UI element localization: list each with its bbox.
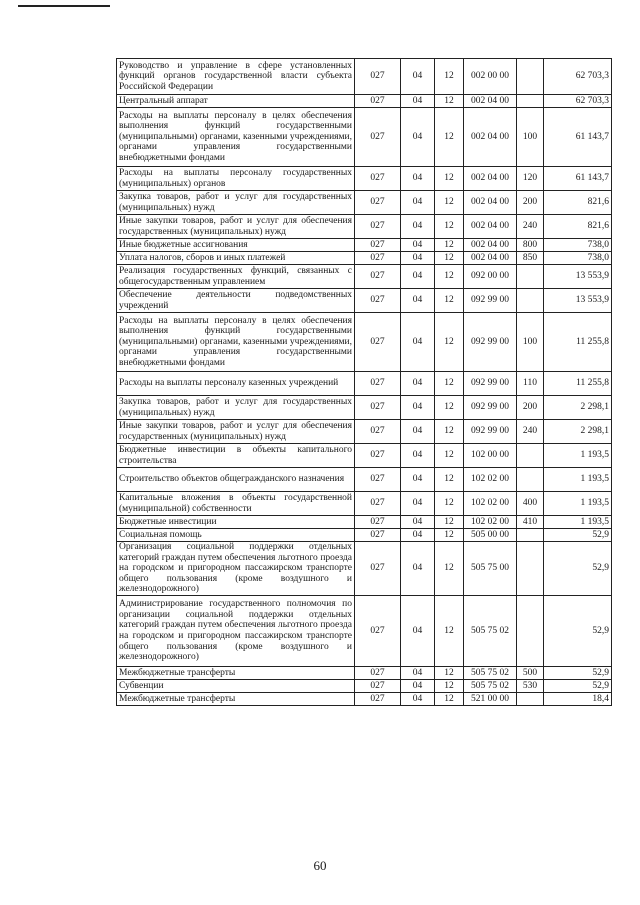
row-expense-type: 530 (517, 679, 544, 692)
row-dept-code: 027 (355, 542, 401, 596)
row-target-article: 505 75 02 (464, 666, 517, 679)
row-subsection-code: 12 (435, 108, 464, 167)
row-subsection-code: 12 (435, 444, 464, 468)
row-name: Организация социальной поддержки отдельных категорий граждан путем обеспечения льготного проезда на городском и пригородном пассажирском транспорте общего пользования (кроме воздушного и железнодорожного) (117, 542, 355, 596)
row-subsection-code: 12 (435, 516, 464, 529)
row-subsection-code: 12 (435, 215, 464, 239)
row-name: Бюджетные инвестиции (117, 516, 355, 529)
row-amount: 821,6 (544, 191, 612, 215)
row-target-article: 521 00 00 (464, 692, 517, 705)
row-amount: 1 193,5 (544, 468, 612, 492)
row-target-article: 102 00 00 (464, 444, 517, 468)
row-section-code: 04 (401, 396, 435, 420)
row-name: Межбюджетные трансферты (117, 692, 355, 705)
row-amount: 52,9 (544, 666, 612, 679)
row-amount: 52,9 (544, 542, 612, 596)
table-row (117, 595, 612, 666)
row-name: Центральный аппарат (117, 95, 355, 108)
table-row (117, 542, 612, 596)
row-section-code: 04 (401, 692, 435, 705)
row-subsection-code: 12 (435, 420, 464, 444)
row-section-code: 04 (401, 95, 435, 108)
row-subsection-code: 12 (435, 265, 464, 289)
table-row (117, 215, 612, 239)
row-target-article: 002 04 00 (464, 215, 517, 239)
row-section-code: 04 (401, 372, 435, 396)
row-subsection-code: 12 (435, 239, 464, 252)
row-expense-type (517, 289, 544, 313)
row-section-code: 04 (401, 666, 435, 679)
row-amount: 821,6 (544, 215, 612, 239)
row-expense-type: 410 (517, 516, 544, 529)
table-body (117, 59, 612, 706)
row-target-article: 002 04 00 (464, 108, 517, 167)
row-section-code: 04 (401, 516, 435, 529)
row-subsection-code: 12 (435, 59, 464, 95)
budget-table (116, 58, 612, 706)
row-target-article: 102 02 00 (464, 492, 517, 516)
row-amount: 13 553,9 (544, 289, 612, 313)
row-subsection-code: 12 (435, 396, 464, 420)
table-row (117, 468, 612, 492)
row-section-code: 04 (401, 542, 435, 596)
row-dept-code: 027 (355, 252, 401, 265)
row-amount: 738,0 (544, 239, 612, 252)
table-row (117, 420, 612, 444)
row-name: Социальная помощь (117, 529, 355, 542)
row-expense-type: 200 (517, 191, 544, 215)
table-row (117, 252, 612, 265)
row-section-code: 04 (401, 289, 435, 313)
table-row (117, 516, 612, 529)
row-amount: 2 298,1 (544, 396, 612, 420)
table-row (117, 692, 612, 705)
row-name: Иные закупки товаров, работ и услуг для обеспечения государственных (муниципальных) нужд (117, 420, 355, 444)
row-dept-code: 027 (355, 372, 401, 396)
row-section-code: 04 (401, 108, 435, 167)
row-target-article: 092 99 00 (464, 289, 517, 313)
row-dept-code: 027 (355, 516, 401, 529)
row-amount: 61 143,7 (544, 167, 612, 191)
row-section-code: 04 (401, 252, 435, 265)
row-target-article: 092 00 00 (464, 265, 517, 289)
row-dept-code: 027 (355, 692, 401, 705)
row-expense-type: 500 (517, 666, 544, 679)
row-name: Расходы на выплаты персоналу в целях обеспечения выполнения функций государственными (муниципальными) органами, казенными учреждениями, органами управления государственными внебюджетными фондами (117, 108, 355, 167)
row-target-article: 092 99 00 (464, 420, 517, 444)
row-expense-type: 200 (517, 396, 544, 420)
row-subsection-code: 12 (435, 252, 464, 265)
row-section-code: 04 (401, 468, 435, 492)
row-subsection-code: 12 (435, 666, 464, 679)
top-rule (18, 5, 110, 7)
row-dept-code: 027 (355, 108, 401, 167)
row-dept-code: 027 (355, 95, 401, 108)
row-name: Субвенции (117, 679, 355, 692)
row-target-article: 092 99 00 (464, 313, 517, 372)
table-row (117, 313, 612, 372)
page-number: 60 (313, 858, 327, 873)
row-name: Закупка товаров, работ и услуг для государственных (муниципальных) нужд (117, 191, 355, 215)
row-subsection-code: 12 (435, 692, 464, 705)
row-dept-code: 027 (355, 396, 401, 420)
row-subsection-code: 12 (435, 679, 464, 692)
row-name: Расходы на выплаты персоналу в целях обеспечения выполнения функций государственными (муниципальными) органами, казенными учреждениями, органами управления государственными внебюджетными фондами (117, 313, 355, 372)
row-expense-type: 850 (517, 252, 544, 265)
row-amount: 52,9 (544, 679, 612, 692)
table-row (117, 191, 612, 215)
row-target-article: 092 99 00 (464, 372, 517, 396)
row-section-code: 04 (401, 679, 435, 692)
row-section-code: 04 (401, 265, 435, 289)
table-row (117, 265, 612, 289)
row-subsection-code: 12 (435, 167, 464, 191)
row-amount: 1 193,5 (544, 516, 612, 529)
row-subsection-code: 12 (435, 542, 464, 596)
row-name: Расходы на выплаты персоналу государственных (муниципальных) органов (117, 167, 355, 191)
row-expense-type (517, 95, 544, 108)
row-name: Иные бюджетные ассигнования (117, 239, 355, 252)
row-subsection-code: 12 (435, 191, 464, 215)
row-expense-type: 100 (517, 313, 544, 372)
row-dept-code: 027 (355, 492, 401, 516)
table-row (117, 167, 612, 191)
row-target-article: 002 04 00 (464, 252, 517, 265)
row-expense-type (517, 595, 544, 666)
row-expense-type: 100 (517, 108, 544, 167)
row-section-code: 04 (401, 444, 435, 468)
row-name: Обеспечение деятельности подведомственных учреждений (117, 289, 355, 313)
row-name: Иные закупки товаров, работ и услуг для обеспечения государственных (муниципальных) нужд (117, 215, 355, 239)
row-dept-code: 027 (355, 529, 401, 542)
row-dept-code: 027 (355, 191, 401, 215)
table-row (117, 492, 612, 516)
row-amount: 18,4 (544, 692, 612, 705)
row-expense-type (517, 444, 544, 468)
row-subsection-code: 12 (435, 492, 464, 516)
row-target-article: 505 75 02 (464, 679, 517, 692)
row-name: Закупка товаров, работ и услуг для государственных (муниципальных) нужд (117, 396, 355, 420)
row-name: Капитальные вложения в объекты государственной (муниципальной) собственности (117, 492, 355, 516)
row-expense-type (517, 529, 544, 542)
table-row (117, 289, 612, 313)
row-subsection-code: 12 (435, 468, 464, 492)
table-row (117, 59, 612, 95)
table-row (117, 396, 612, 420)
row-dept-code: 027 (355, 666, 401, 679)
table-row (117, 239, 612, 252)
row-target-article: 505 00 00 (464, 529, 517, 542)
row-name: Бюджетные инвестиции в объекты капитального строительства (117, 444, 355, 468)
row-dept-code: 027 (355, 265, 401, 289)
row-name: Расходы на выплаты персоналу казенных учреждений (117, 372, 355, 396)
row-dept-code: 027 (355, 420, 401, 444)
row-expense-type: 400 (517, 492, 544, 516)
row-target-article: 002 04 00 (464, 167, 517, 191)
row-section-code: 04 (401, 167, 435, 191)
row-expense-type (517, 692, 544, 705)
table-row (117, 679, 612, 692)
row-dept-code: 027 (355, 679, 401, 692)
row-dept-code: 027 (355, 215, 401, 239)
table-row (117, 444, 612, 468)
row-target-article: 002 04 00 (464, 239, 517, 252)
table-row (117, 95, 612, 108)
row-target-article: 002 04 00 (464, 95, 517, 108)
row-section-code: 04 (401, 215, 435, 239)
row-section-code: 04 (401, 191, 435, 215)
row-amount: 11 255,8 (544, 372, 612, 396)
row-subsection-code: 12 (435, 289, 464, 313)
row-amount: 1 193,5 (544, 492, 612, 516)
row-expense-type: 240 (517, 420, 544, 444)
table-row (117, 529, 612, 542)
row-amount: 62 703,3 (544, 59, 612, 95)
row-name: Межбюджетные трансферты (117, 666, 355, 679)
row-dept-code: 027 (355, 444, 401, 468)
row-dept-code: 027 (355, 289, 401, 313)
row-amount: 62 703,3 (544, 95, 612, 108)
row-target-article: 102 02 00 (464, 516, 517, 529)
row-dept-code: 027 (355, 595, 401, 666)
row-amount: 13 553,9 (544, 265, 612, 289)
row-dept-code: 027 (355, 59, 401, 95)
row-dept-code: 027 (355, 167, 401, 191)
row-dept-code: 027 (355, 468, 401, 492)
row-amount: 2 298,1 (544, 420, 612, 444)
row-amount: 52,9 (544, 529, 612, 542)
row-subsection-code: 12 (435, 95, 464, 108)
row-expense-type (517, 265, 544, 289)
row-target-article: 102 02 00 (464, 468, 517, 492)
row-subsection-code: 12 (435, 529, 464, 542)
table-row (117, 666, 612, 679)
row-section-code: 04 (401, 529, 435, 542)
row-target-article: 505 75 02 (464, 595, 517, 666)
row-dept-code: 027 (355, 239, 401, 252)
row-section-code: 04 (401, 59, 435, 95)
row-name: Строительство объектов общегражданского назначения (117, 468, 355, 492)
row-expense-type: 110 (517, 372, 544, 396)
row-expense-type (517, 468, 544, 492)
row-expense-type (517, 59, 544, 95)
row-expense-type: 240 (517, 215, 544, 239)
row-target-article: 002 04 00 (464, 191, 517, 215)
row-target-article: 002 00 00 (464, 59, 517, 95)
row-dept-code: 027 (355, 313, 401, 372)
row-name: Администрирование государственного полномочия по организации социальной поддержки отдельных категорий граждан путем обеспечения льготного проезда на городском и пригородном пассажирском транспорте общего пользования (кроме воздушного и железнодорожного) (117, 595, 355, 666)
table-row (117, 108, 612, 167)
row-section-code: 04 (401, 595, 435, 666)
row-subsection-code: 12 (435, 313, 464, 372)
row-section-code: 04 (401, 420, 435, 444)
row-subsection-code: 12 (435, 372, 464, 396)
row-subsection-code: 12 (435, 595, 464, 666)
row-expense-type: 800 (517, 239, 544, 252)
row-amount: 52,9 (544, 595, 612, 666)
row-expense-type (517, 542, 544, 596)
row-amount: 11 255,8 (544, 313, 612, 372)
row-section-code: 04 (401, 492, 435, 516)
row-name: Реализация государственных функций, связанных с общегосударственным управлением (117, 265, 355, 289)
row-target-article: 092 99 00 (464, 396, 517, 420)
row-target-article: 505 75 00 (464, 542, 517, 596)
row-section-code: 04 (401, 239, 435, 252)
row-expense-type: 120 (517, 167, 544, 191)
row-name: Уплата налогов, сборов и иных платежей (117, 252, 355, 265)
row-amount: 1 193,5 (544, 444, 612, 468)
row-amount: 61 143,7 (544, 108, 612, 167)
row-name: Руководство и управление в сфере установленных функций органов государственной власти субъекта Российской Федерации (117, 59, 355, 95)
table-row (117, 372, 612, 396)
row-section-code: 04 (401, 313, 435, 372)
row-amount: 738,0 (544, 252, 612, 265)
